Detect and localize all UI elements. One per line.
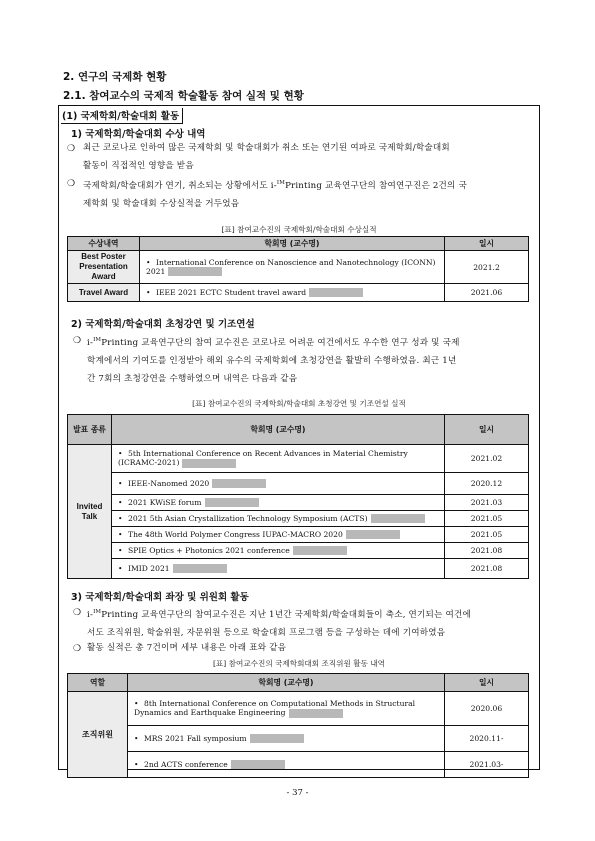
bullet-dot: •: [134, 733, 139, 743]
bullet-marker: ❍: [73, 644, 82, 654]
section2-title: 2) 국제학회/학술대회 초청강연 및 기조연설: [71, 319, 255, 330]
redacted-block: [231, 760, 285, 769]
para-line: 간 7회의 초청강연을 수행하였으며 내역은 다음과 같음: [87, 373, 298, 384]
bullet-dot: •: [118, 529, 123, 539]
header-role: 역할: [68, 674, 128, 692]
para-line: 최근 코로나로 인하여 많은 국제학회 및 학술대회가 취소 또는 연기된 여파로 국제학회/학술대회: [83, 143, 450, 153]
conference-name: IEEE 2021 ECTC Student travel award: [156, 287, 307, 297]
redacted-block: [182, 459, 236, 468]
bullet-dot: •: [146, 287, 151, 297]
date-cell: 2020.06: [445, 692, 529, 726]
invited-talk-table: [67, 414, 529, 579]
table1-caption: [표] 참여교수진의 국제학회/학술대회 수상실적: [221, 225, 377, 234]
conference-cell: [140, 251, 445, 284]
conference-cell: [112, 559, 445, 579]
table-row: [68, 726, 529, 752]
activities-box: [58, 105, 540, 770]
role-cell: 조직위원: [68, 692, 128, 778]
table2-caption: [표] 참여교수진의 국제학회/학술대회 초청강연 및 기조연설 실적: [192, 399, 406, 408]
table-row: [68, 251, 529, 284]
bullet-dot: •: [118, 563, 123, 573]
superscript: IM: [276, 180, 286, 186]
bullet-dot: •: [118, 513, 123, 523]
conference-cell: [112, 473, 445, 495]
table-row: [68, 559, 529, 579]
conference-cell: [128, 692, 445, 726]
para-line: 학계에서의 기여도를 인정받아 해외 유수의 국제학회에 초청강연을 활발히 수행하였음. 최근 1년: [87, 355, 457, 366]
bullet-dot: •: [118, 449, 123, 459]
header-type: 발표 종류: [68, 415, 112, 445]
table-row: [68, 284, 529, 302]
committee-table: [67, 673, 529, 778]
redacted-block: [205, 498, 259, 507]
date-cell: 2020.11-: [445, 726, 529, 752]
conference-cell: [112, 543, 445, 559]
table-row: [68, 543, 529, 559]
conference-name: IEEE-Nanomed 2020: [128, 478, 210, 488]
conference-name: 2021 5th Asian Crystallization Technology Symposium (ACTS): [128, 513, 368, 523]
award-name: Best Poster Presentation Award: [68, 251, 140, 284]
section1-para1: [83, 139, 533, 175]
para-line: [83, 174, 533, 195]
header-conference: 학회명 (교수명): [128, 674, 445, 692]
date-cell: 2021.05: [445, 511, 529, 527]
para-line: [87, 331, 533, 352]
conference-cell: [140, 284, 445, 302]
bullet-dot: •: [146, 257, 151, 267]
bullet-marker: ❍: [67, 179, 76, 189]
conference-name: 2021 KWiSE forum: [128, 497, 202, 507]
conference-cell: [128, 726, 445, 752]
redacted-block: [289, 709, 343, 718]
para-text: Printing 교육연구단의 참여연구진은 2건의 국: [285, 180, 467, 191]
conference-cell: [112, 445, 445, 473]
conference-cell: [112, 495, 445, 511]
bullet-dot: •: [118, 497, 123, 507]
bullet-dot: •: [118, 545, 123, 555]
redacted-block: [309, 288, 363, 297]
date-cell: 2021.02: [445, 445, 529, 473]
date-cell: 2021.2: [445, 251, 529, 284]
redacted-block: [250, 734, 304, 743]
date-cell: 2021.05: [445, 527, 529, 543]
header-conference: 학회명 (교수명): [112, 415, 445, 445]
header-conference: 학회명 (교수명): [140, 237, 445, 251]
superscript: IM: [93, 609, 102, 615]
role-cell: Invited Talk: [68, 445, 112, 579]
conference-cell: [112, 511, 445, 527]
section3-para1: [87, 603, 533, 642]
page-number: - 37 -: [286, 788, 309, 798]
table-row: [68, 692, 529, 726]
box-title: (1) 국제학회/학술대회 활동: [61, 108, 183, 124]
para-line: [87, 603, 533, 624]
para-line: 제학회 및 학술대회 수상실적을 거두었음: [83, 198, 240, 209]
heading-internationalization: 2. 연구의 국제화 현황: [63, 71, 167, 83]
bullet-marker: ❍: [73, 608, 82, 618]
para-text: i-: [87, 609, 94, 620]
table-row: [68, 473, 529, 495]
table-row: [68, 445, 529, 473]
redacted-block: [173, 564, 227, 573]
section3-title: 3) 국제학회/학술대회 좌장 및 위원회 활동: [71, 592, 249, 603]
header-award: 수상내역: [68, 237, 140, 251]
header-date: 일시: [445, 237, 529, 251]
date-cell: 2021.08: [445, 559, 529, 579]
bullet-marker: ❍: [73, 336, 82, 346]
header-date: 일시: [445, 674, 529, 692]
redacted-block: [212, 479, 266, 488]
para-line: 서도 조직위원, 학술위원, 자문위원 등으로 학술대회 프로그램 등을 구성하는 데에 기여하였음: [87, 627, 446, 638]
award-name: Travel Award: [68, 284, 140, 302]
conference-name: 5th International Conference on Recent Advances in Material Chemistry (ICRAMC-2021): [118, 449, 408, 468]
bullet-dot: •: [118, 478, 123, 488]
conference-name: MRS 2021 Fall symposium: [144, 733, 247, 743]
para-text: i-: [87, 337, 94, 348]
table-row: [68, 511, 529, 527]
section1-para2: [83, 174, 533, 213]
date-cell: 2021.08: [445, 543, 529, 559]
conference-name: The 48th World Polymer Congress IUPAC-MACRO 2020: [128, 529, 343, 539]
table-row: [68, 495, 529, 511]
conference-name: IMID 2021: [128, 563, 170, 573]
section1-title: 1) 국제학회/학술대회 수상 내역: [71, 129, 206, 140]
date-cell: 2020.12: [445, 473, 529, 495]
superscript: IM: [93, 337, 102, 343]
table-row: [68, 752, 529, 778]
date-cell: 2021.03-: [445, 752, 529, 778]
redacted-block: [168, 267, 222, 276]
bullet-dot: •: [134, 759, 139, 769]
redacted-block: [293, 546, 347, 555]
section3-para2: [87, 639, 533, 657]
para-text: 국제학회/학술대회가 연기, 취소되는 상황에서도 i-: [83, 180, 277, 191]
header-date: 일시: [445, 415, 529, 445]
para-text: Printing 교육연구단의 참여교수진은 지난 1년간 국제학회/학술대회들이 축소, 연기되는 여건에: [101, 609, 471, 620]
heading-professor-activities: 2.1. 참여교수의 국제적 학술활동 참여 실적 및 현황: [63, 90, 304, 102]
date-cell: 2021.06: [445, 284, 529, 302]
date-cell: 2021.03: [445, 495, 529, 511]
redacted-block: [371, 514, 425, 523]
bullet-marker: ❍: [67, 144, 76, 154]
bullet-dot: •: [134, 699, 139, 709]
award-table: [67, 236, 529, 302]
conference-cell: [112, 527, 445, 543]
conference-name: 8th International Conference on Computational Methods in Structural Dynamics and Earthquake Engineering: [134, 699, 416, 718]
conference-name: SPIE Optics + Photonics 2021 conference: [128, 545, 290, 555]
conference-name: 2nd ACTS conference: [144, 759, 228, 769]
conference-cell: [128, 752, 445, 778]
para-text: Printing 교육연구단의 참여 교수진은 코로나로 어려운 여건에서도 우수한 연구 성과 및 국제: [101, 337, 460, 348]
table3-caption: [표] 참여교수진의 국제학회대회 조직위원 활동 내역: [212, 659, 386, 668]
conference-name: International Conference on Nanoscience and Nanotechnology (ICONN) 2021: [146, 257, 436, 276]
section2-para: [87, 331, 533, 388]
table-row: [68, 527, 529, 543]
para-line: 활동 실적은 총 7건이며 세부 내용은 아래 표와 같음: [87, 643, 287, 653]
para-line: 활동이 직접적인 영향을 받음: [83, 161, 194, 171]
redacted-block: [346, 530, 400, 539]
